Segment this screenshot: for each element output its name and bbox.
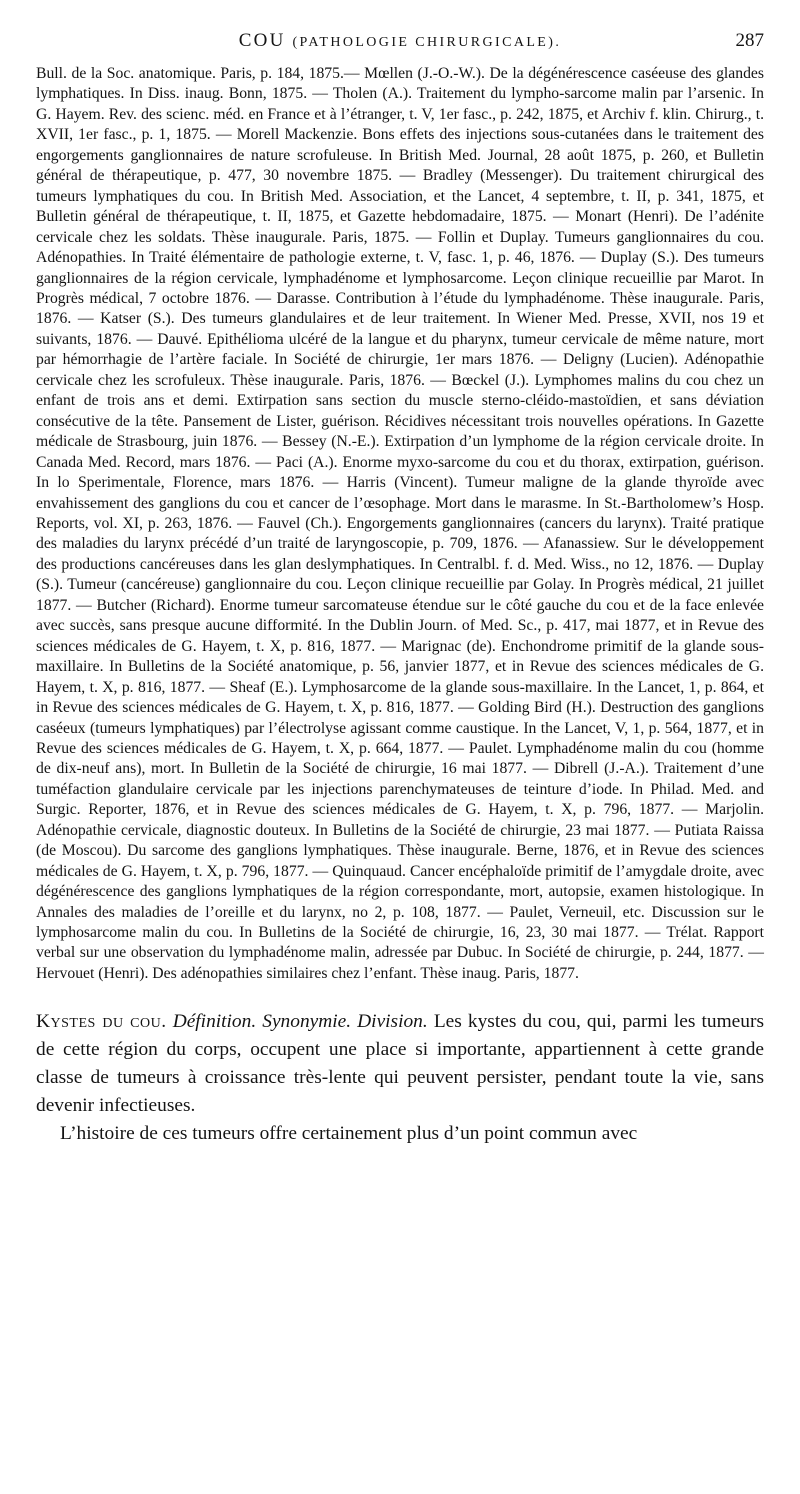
paragraph-2: L’histoire de ces tumeurs offre certainement plus d’un point commun avec [60,1122,638,1144]
running-title-main: COU [238,30,286,51]
main-text [36,1008,764,1147]
section-subjects: Définition. Synonymie. Division. [172,1011,428,1033]
page-number: 287 [735,30,764,51]
running-header [36,30,764,60]
bibliography [36,64,764,984]
running-title [36,30,764,52]
section-label: Kystes du cou. [36,1011,167,1033]
running-title-sub: (PATHOLOGIE CHIRURGICALE). [292,35,562,50]
paragraph-1-text: Les kystes du cou, qui, parmi les tumeurs de cette région du corps, occupent une place si importante, appartiennent à cette grande classe de tumeurs à croissance très-lente qui peuvent persister, pendant toute la vie, sans devenir infectieuses. [36,1011,764,1116]
bibliography-text: Bull. de la Soc. anatomique. Paris, p. 184, 1875.— Mœllen (J.-O.-W.). De la dégénérescence caséeuse des glandes lymphatiques. In Diss. inaug. Bonn, 1875. — Tholen (A.). Traitement du lympho-sarcome malin par l’arsenic. In G. Hayem. Rev. des scienc. méd. en France et à l’étranger, t. V, 1er fasc., p. 242, 1875, et Archiv f. klin. Chirurg., t. XVII, 1er fasc., p. 1, 1875. — Morell Mackenzie. Bons effets des injections sous-cutanées dans le traitement des engorgements ganglionnaires de nature scrofuleuse. In British Med. Journal, 28 août 1875, p. 260, et Bulletin général de thérapeutique, p. 477, 30 novembre 1875. — Bradley (Messenger). Du traitement chirurgical des tumeurs lymphatiques du cou. In British Med. Association, et the Lancet, 4 septembre, t. II, p. 341, 1875, et Bulletin général de thérapeutique, t. II, 1875, et Gazette hebdomadaire, 1875. — Monart (Henri). De l’adénite cervicale chez les soldats. Thèse inaugurale. Paris, 1875. — Follin et Duplay. Tumeurs ganglionnaires du cou. Adénopathies. In Traité élémentaire de pathologie externe, t. V, fasc. 1, p. 46, 1876. — Duplay (S.). Des tumeurs ganglionnaires de la région cervicale, lymphadénome et lymphosarcome. Leçon clinique recueillie par Marot. In Progrès médical, 7 octobre 1876. — Darasse. Contribution à l’étude du lymphadénome. Thèse inaugurale. Paris, 1876. — Katser (S.). Des tumeurs glandulaires et de leur traitement. In Wiener Med. Presse, XVII, nos 19 et suivants, 1876. — Dauvé. Epithélioma ulcéré de la langue et du pharynx, tumeur cervicale de même nature, mort par hémorrhagie de l’artère faciale. In Société de chirurgie, 1er mars 1876. — Deligny (Lucien). Adénopathie cervicale chez les scrofuleux. Thèse inaugurale. Paris, 1876. — Bœckel (J.). Lymphomes malins du cou chez un enfant de trois ans et demi. Extirpation sans section du muscle sterno-cléido-mastoïdien, et sans déviation consécutive de la tête. Pansement de Lister, guérison. Récidives nécessitant trois nouvelles opérations. In Gazette médicale de Strasbourg, juin 1876. — Bessey (N.-E.). Extirpation d’un lymphome de la région cervicale droite. In Canada Med. Record, mars 1876. — Paci (A.). Enorme myxo-sarcome du cou et du thorax, extirpation, guérison. In lo Sperimentale, Florence, mars 1876. — Harris (Vincent). Tumeur maligne de la glande thyroïde avec envahissement des ganglions du cou et cancer de l’œsophage. Mort dans le marasme. In St.-Bartholomew’s Hosp. Reports, vol. XI, p. 263, 1876. — Fauvel (Ch.). Engorgements ganglionnaires (cancers du larynx). Traité pratique des maladies du larynx précédé d’un traité de laryngoscopie, p. 709, 1876. — Afanassiew. Sur le développement des productions cancéreuses dans les glan deslymphatiques. In Centralbl. f. d. Med. Wiss., no 12, 1876. — Duplay (S.). Tumeur (cancéreuse) ganglionnaire du cou. Leçon clinique recueillie par Golay. In Progrès médical, 21 juillet 1877. — Butcher (Richard). Enorme tumeur sarcomateuse étendue sur le côté gauche du cou et de la face enlevée avec succès, sans presque aucune difformité. In the Dublin Journ. of Med. Sc., p. 417, mai 1877, et in Revue des sciences médicales de G. Hayem, t. X, p. 816, 1877. — Marignac (de). Enchondrome primitif de la glande sous-maxillaire. In Bulletins de la Société anatomique, p. 56, janvier 1877, et in Revue des sciences médicales de G. Hayem, t. X, p. 816, 1877. — Sheaf (E.). Lymphosarcome de la glande sous-maxillaire. In the Lancet, 1, p. 864, et in Revue des sciences médicales de G. Hayem, t. X, p. 816, 1877. — Golding Bird (H.). Destruction des ganglions caséeux (tumeurs lymphatiques) par l’électrolyse agissant comme caustique. In the Lancet, V, 1, p. 564, 1877, et in Revue des sciences médicales de G. Hayem, t. X, p. 664, 1877. — Paulet. Lymphadénome malin du cou (homme de dix-neuf ans), mort. In Bulletin de la Société de chirurgie, 16 mai 1877. — Dibrell (J.-A.). Traitement d’une tuméfaction glandulaire cervicale par les injections parenchymateuses de teinture d’iode. In Philad. Med. and Surgic. Reporter, 1876, et in Revue des sciences médicales de G. Hayem, t. X, p. 796, 1877. — Marjolin. Adénopathie cervicale, diagnostic douteux. In Bulletins de la Société de chirurgie, 23 mai 1877. — Putiata Raissa (de Moscou). Du sarcome des ganglions lymphatiques. Thèse inaugurale. Berne, 1876, et in Revue des sciences médicales de G. Hayem, t. X, p. 796, 1877. — Quinquaud. Cancer encéphaloïde primitif de l’amygdale droite, avec dégénérescence des ganglions lymphatiques de la région correspondante, mort, autopsie, examen histologique. In Annales des maladies de l’oreille et du larynx, no 2, p. 108, 1877. — Paulet, Verneuil, etc. Discussion sur le lymphosarcome malin du cou. In Bulletins de la Société de chirurgie, 16, 23, 30 mai 1877. — Trélat. Rapport verbal sur une observation du lymphadénome malin, adressée par Dubuc. In Société de chirurgie, p. 244, 1877. — Hervouet (Henri). Des adénopathies similaires chez l’enfant. Thèse inaug. Paris, 1877. [36,65,764,982]
paragraph-1 [36,1008,764,1119]
